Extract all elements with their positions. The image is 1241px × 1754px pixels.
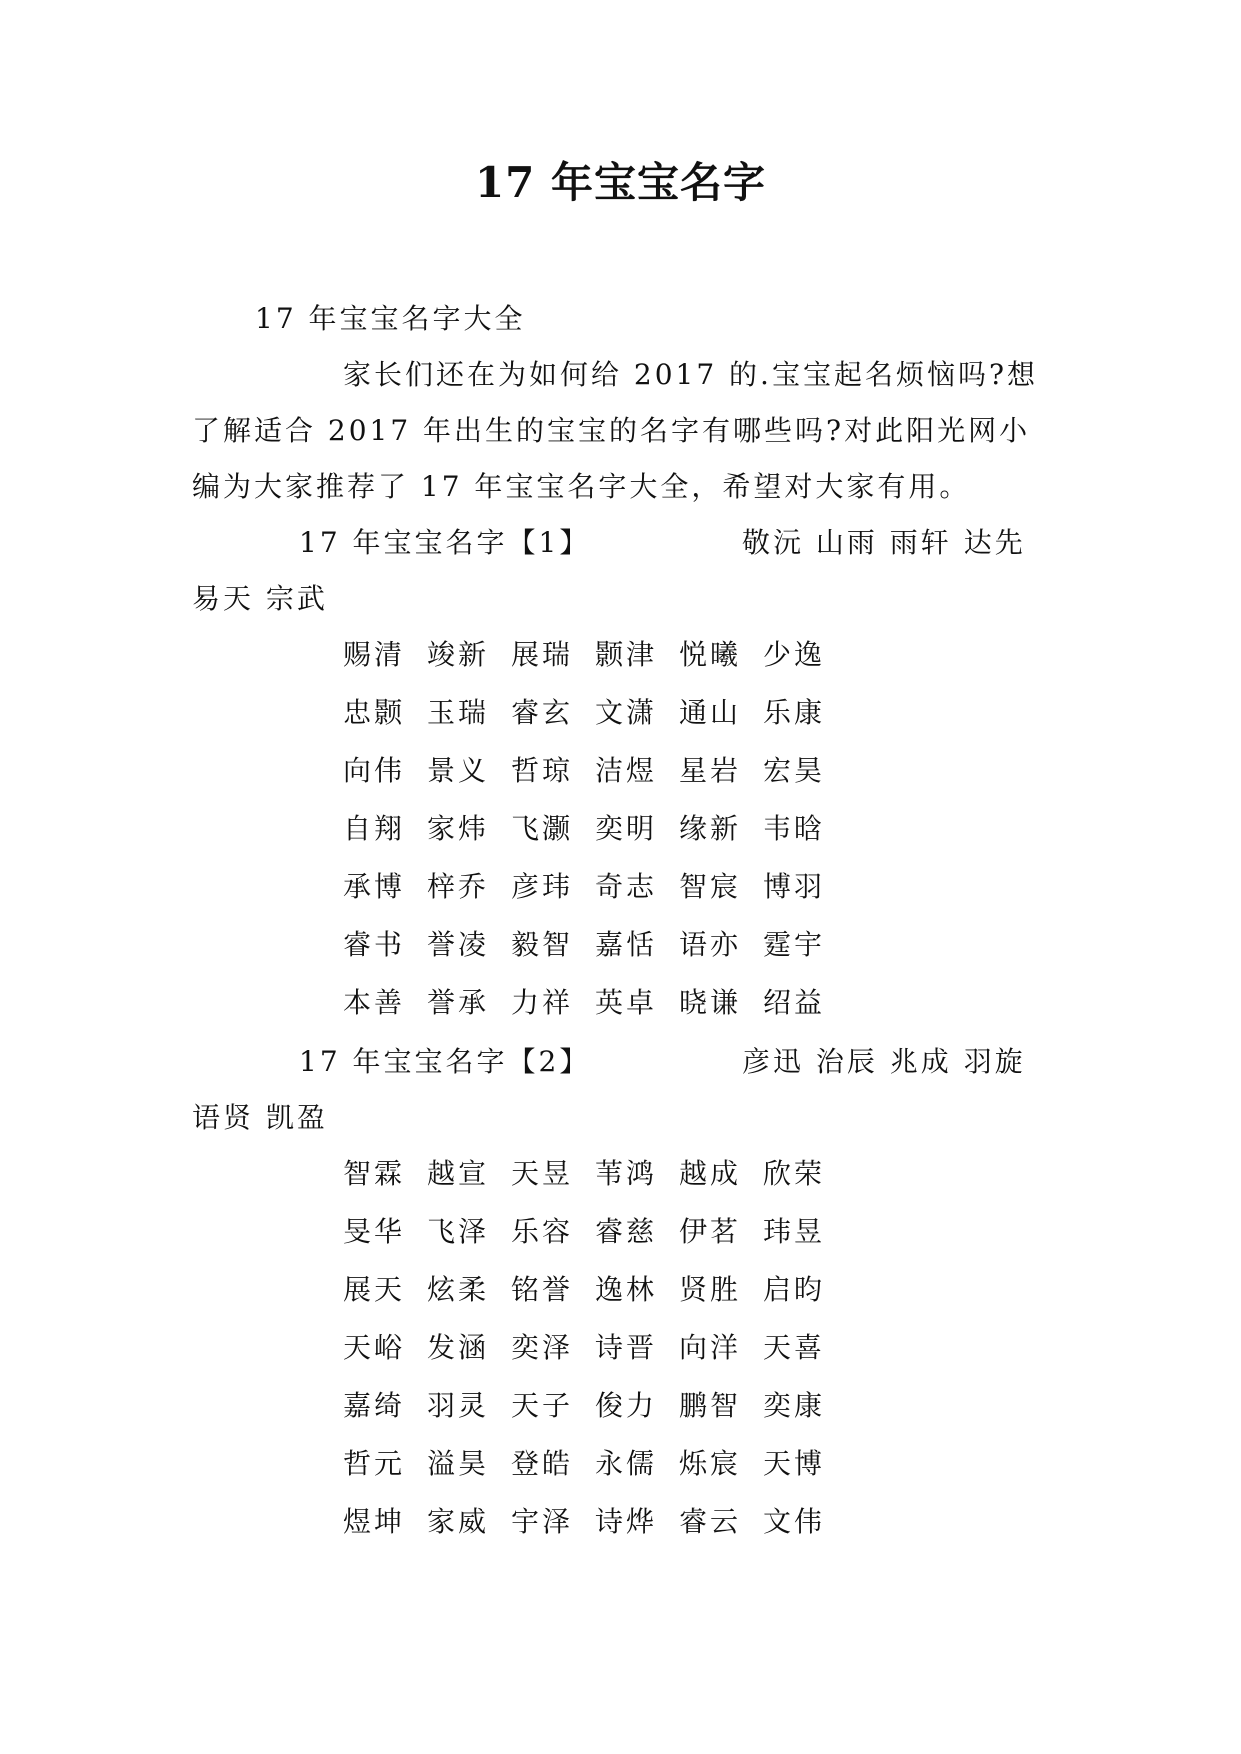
- name-item: 奇志: [595, 870, 658, 903]
- name-row: [343, 1328, 847, 1368]
- name-item: 天子: [511, 1389, 574, 1422]
- name-item: 越成: [679, 1157, 742, 1190]
- name-item: 英卓: [595, 986, 658, 1019]
- name-row: [343, 693, 847, 733]
- name-row: [343, 1444, 847, 1484]
- name-item: 梓乔: [427, 870, 490, 903]
- name-item: 智宸: [679, 870, 742, 903]
- name-item: 玮昱: [763, 1215, 826, 1248]
- name-row: [343, 1270, 847, 1310]
- name-item: 展天: [343, 1273, 406, 1306]
- name-item: 发涵: [427, 1331, 490, 1364]
- name-item: 宏昊: [763, 754, 826, 787]
- name-item: 文潇: [595, 696, 658, 729]
- name-row: [343, 925, 847, 965]
- name-row: [343, 635, 847, 675]
- name-item: 铭誉: [511, 1273, 574, 1306]
- name-item: 奕明: [595, 812, 658, 845]
- subtitle: 17 年宝宝名字大全: [255, 302, 526, 335]
- name-item: 悦曦: [679, 638, 742, 671]
- name-item: 煜坤: [343, 1505, 406, 1538]
- name-item: 奕泽: [511, 1331, 574, 1364]
- name-item: 奕康: [763, 1389, 826, 1422]
- name-item: 睿玄: [511, 696, 574, 729]
- name-item: 贤胜: [679, 1273, 742, 1306]
- name-item: 力祥: [511, 986, 574, 1019]
- name-item: 天昱: [511, 1157, 574, 1190]
- section-1-heading: 17 年宝宝名字【1】: [299, 526, 591, 559]
- name-item: 飞泽: [427, 1215, 490, 1248]
- name-item: 家威: [427, 1505, 490, 1538]
- name-row: [343, 1212, 847, 1252]
- name-item: 永儒: [595, 1447, 658, 1480]
- section-1-lead-names: 敬沅 山雨 雨轩 达先: [742, 526, 1026, 559]
- name-item: 晓谦: [679, 986, 742, 1019]
- name-item: 承博: [343, 870, 406, 903]
- name-item: 霆宇: [763, 928, 826, 961]
- name-row: [343, 1386, 847, 1426]
- name-item: 欣荣: [763, 1157, 826, 1190]
- name-item: 少逸: [763, 638, 826, 671]
- name-item: 羽灵: [427, 1389, 490, 1422]
- name-item: 俊力: [595, 1389, 658, 1422]
- name-item: 自翔: [343, 812, 406, 845]
- name-item: 天峪: [343, 1331, 406, 1364]
- name-item: 博羽: [763, 870, 826, 903]
- name-item: 缘新: [679, 812, 742, 845]
- name-item: 绍益: [763, 986, 826, 1019]
- name-item: 家炜: [427, 812, 490, 845]
- name-item: 天喜: [763, 1331, 826, 1364]
- name-item: 诗烨: [595, 1505, 658, 1538]
- name-item: 炫柔: [427, 1273, 490, 1306]
- name-item: 展瑞: [511, 638, 574, 671]
- name-item: 睿云: [679, 1505, 742, 1538]
- name-item: 宇泽: [511, 1505, 574, 1538]
- name-item: 誉凌: [427, 928, 490, 961]
- name-item: 睿慈: [595, 1215, 658, 1248]
- name-row: [343, 983, 847, 1023]
- name-item: 乐容: [511, 1215, 574, 1248]
- name-item: 赐清: [343, 638, 406, 671]
- intro-line-3: 编为大家推荐了 17 年宝宝名字大全，希望对大家有用。: [192, 470, 971, 503]
- intro-line-2: 了解适合 2017 年出生的宝宝的名字有哪些吗?对此阳光网小: [192, 414, 1031, 447]
- name-item: 启昀: [763, 1273, 826, 1306]
- name-item: 乐康: [763, 696, 826, 729]
- section-2-heading: 17 年宝宝名字【2】: [299, 1045, 591, 1078]
- name-item: 嘉恬: [595, 928, 658, 961]
- name-item: 登皓: [511, 1447, 574, 1480]
- name-item: 竣新: [427, 638, 490, 671]
- name-item: 旻华: [343, 1215, 406, 1248]
- name-item: 哲元: [343, 1447, 406, 1480]
- name-item: 哲琼: [511, 754, 574, 787]
- name-item: 睿书: [343, 928, 406, 961]
- name-item: 毅智: [511, 928, 574, 961]
- name-row: [343, 1502, 847, 1542]
- name-item: 洁煜: [595, 754, 658, 787]
- name-item: 向伟: [343, 754, 406, 787]
- name-item: 颢津: [595, 638, 658, 671]
- name-item: 向洋: [679, 1331, 742, 1364]
- name-item: 鹏智: [679, 1389, 742, 1422]
- name-item: 苇鸿: [595, 1157, 658, 1190]
- page-title: 17 年宝宝名字: [474, 158, 767, 207]
- name-item: 文伟: [763, 1505, 826, 1538]
- name-item: 誉承: [427, 986, 490, 1019]
- name-item: 越宣: [427, 1157, 490, 1190]
- name-row: [343, 867, 847, 907]
- section-1-lead-wrap: 易天 宗武: [192, 582, 328, 615]
- name-item: 玉瑞: [427, 696, 490, 729]
- name-item: 语亦: [679, 928, 742, 961]
- name-item: 逸林: [595, 1273, 658, 1306]
- name-item: 天博: [763, 1447, 826, 1480]
- name-item: 溢昊: [427, 1447, 490, 1480]
- name-item: 通山: [679, 696, 742, 729]
- name-row: [343, 751, 847, 791]
- name-item: 伊茗: [679, 1215, 742, 1248]
- name-row: [343, 809, 847, 849]
- name-item: 韦晗: [763, 812, 826, 845]
- name-item: 本善: [343, 986, 406, 1019]
- name-item: 嘉绮: [343, 1389, 406, 1422]
- section-2-lead-wrap: 语贤 凯盈: [192, 1101, 328, 1134]
- name-item: 烁宸: [679, 1447, 742, 1480]
- name-row: [343, 1154, 847, 1194]
- name-item: 飞灏: [511, 812, 574, 845]
- name-item: 诗晋: [595, 1331, 658, 1364]
- name-item: 星岩: [679, 754, 742, 787]
- name-item: 彦玮: [511, 870, 574, 903]
- intro-line-1: 家长们还在为如何给 2017 的.宝宝起名烦恼吗?想: [343, 358, 1038, 391]
- section-2-lead-names: 彦迅 治辰 兆成 羽旋: [742, 1045, 1026, 1078]
- name-item: 忠颢: [343, 696, 406, 729]
- name-item: 景义: [427, 754, 490, 787]
- name-item: 智霖: [343, 1157, 406, 1190]
